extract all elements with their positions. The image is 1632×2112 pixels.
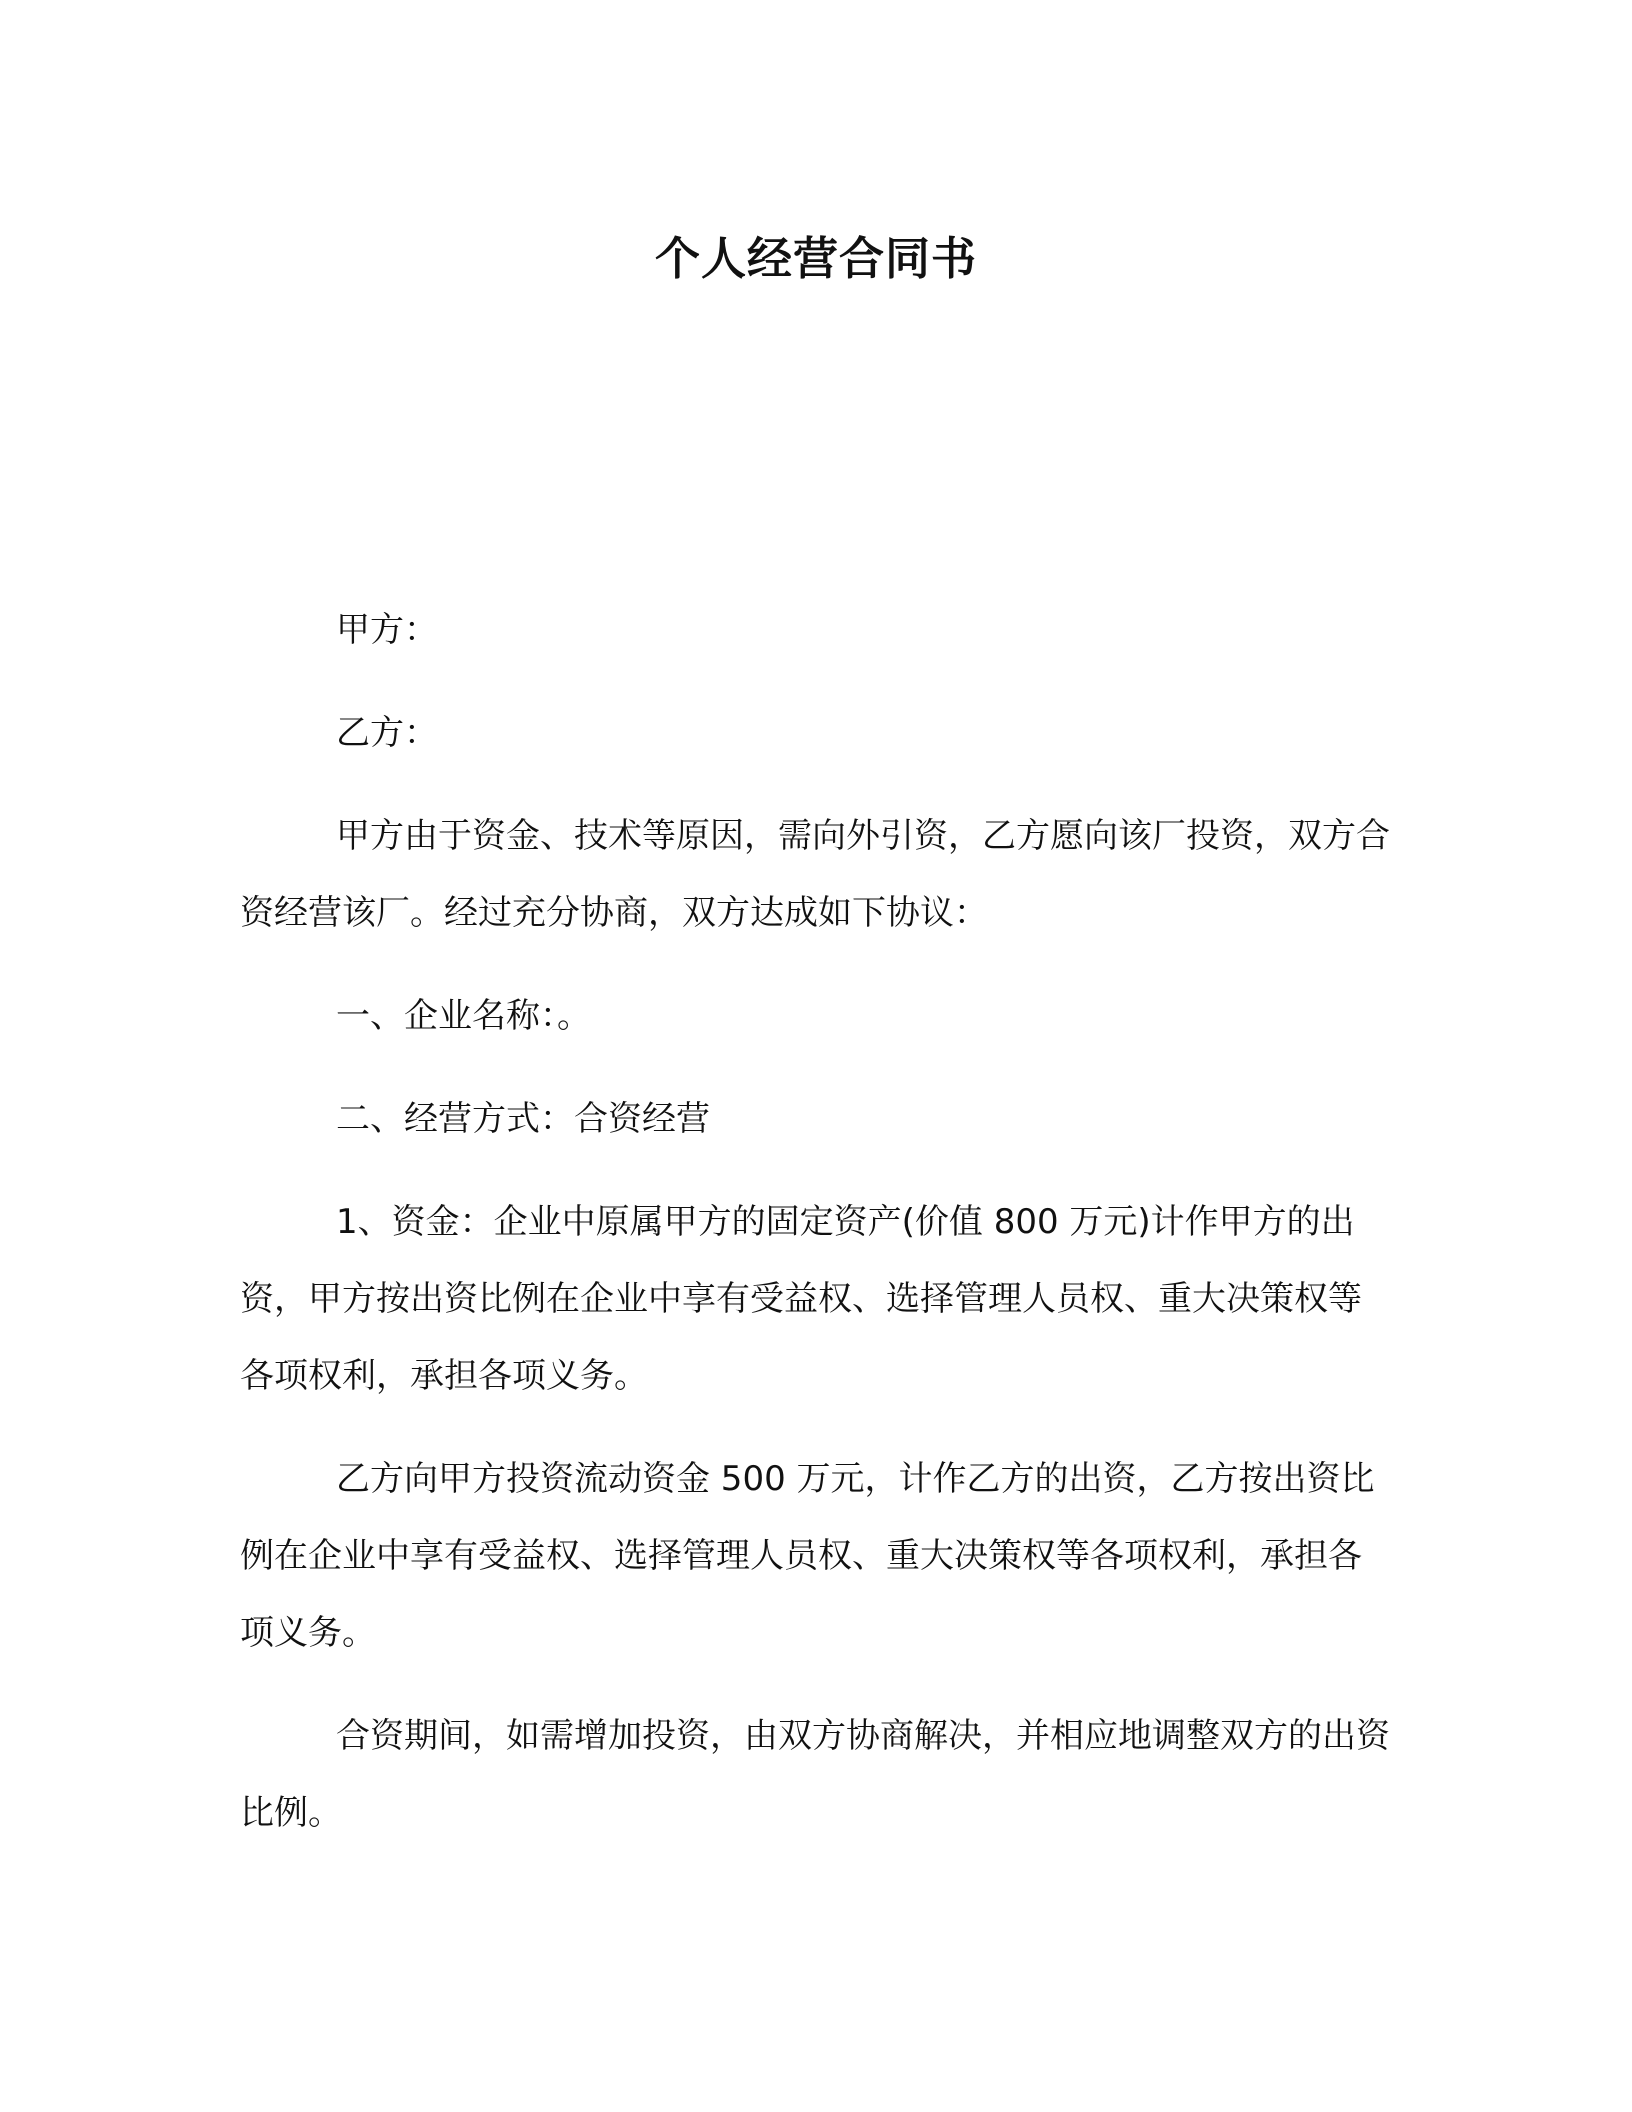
party-a-line: 甲方： <box>336 610 438 650</box>
clause-additional-investment: 合资期间，如需增加投资，由双方协商解决，并相应地调整双方的出资比例。 <box>240 1716 1390 1833</box>
preamble-paragraph: 甲方由于资金、技术等原因，需向外引资，乙方愿向该厂投资，双方合资经营该厂。经过充分协商，双方达成如下协议： <box>240 816 1390 933</box>
document-title: 个人经营合同书 <box>654 232 977 285</box>
clause-capital-party-b: 乙方向甲方投资流动资金 500 万元，计作乙方的出资，乙方按出资比例在企业中享有受益权、选择管理人员权、重大决策权等各项权利，承担各项义务。 <box>240 1459 1375 1653</box>
clause-capital-party-a: 1、资金：企业中原属甲方的固定资产(价值 800 万元)计作甲方的出资，甲方按出资比例在企业中享有受益权、选择管理人员权、重大决策权等各项权利，承担各项义务。 <box>240 1202 1362 1396</box>
clause-operation-mode: 二、经营方式：合资经营 <box>336 1099 710 1139</box>
party-b-line: 乙方： <box>336 713 438 753</box>
document-body <box>240 592 1390 1878</box>
clause-enterprise-name: 一、企业名称：。 <box>336 996 591 1036</box>
